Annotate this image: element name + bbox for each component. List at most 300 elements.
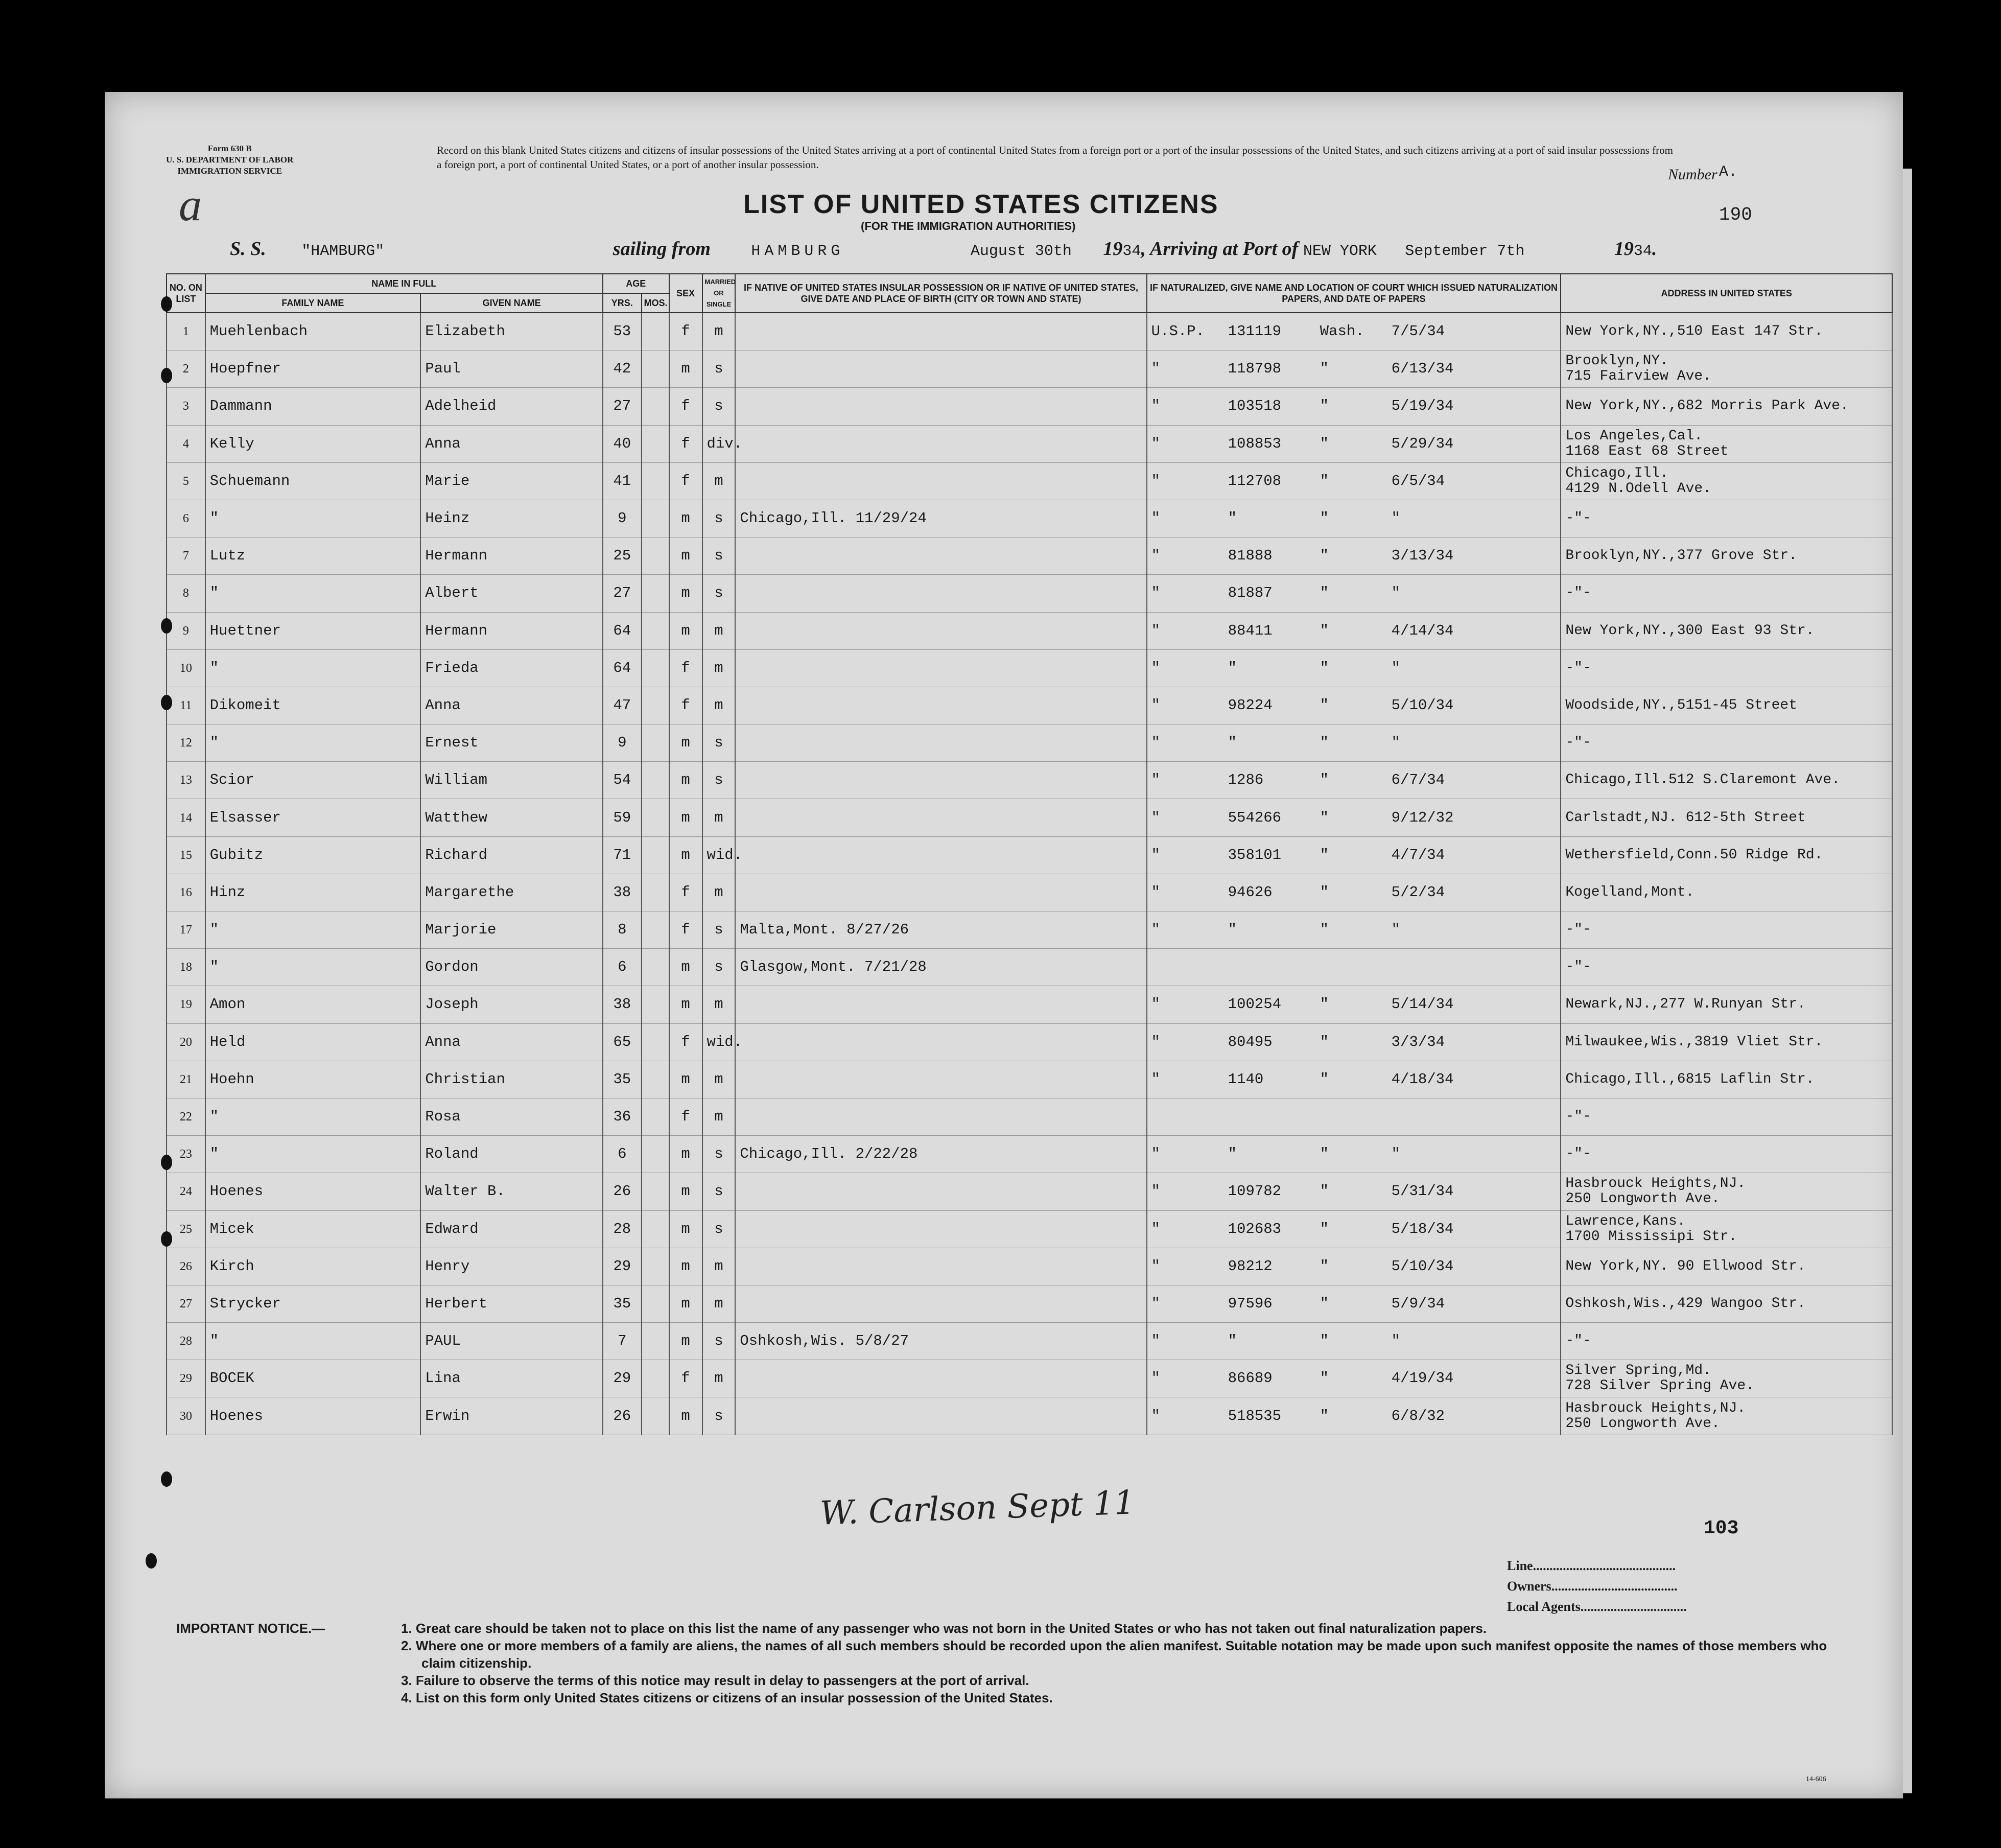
naturalization-number: 86689 [1228, 1370, 1273, 1387]
naturalization-cell [1147, 911, 1561, 949]
table-row [167, 1248, 1892, 1285]
age-months [642, 500, 669, 537]
us-address: Carlstadt,NJ. 612-5th Street [1561, 799, 1892, 836]
naturalization-court: " [1151, 734, 1161, 752]
family-name: Schuemann [205, 462, 421, 500]
birth-place-date [735, 874, 1146, 911]
naturalization-loc: " [1320, 771, 1329, 789]
family-name: Dammann [205, 388, 421, 425]
naturalization-number: 518535 [1228, 1407, 1282, 1424]
family-name: Hoehn [205, 1061, 421, 1098]
birth-place-date [735, 1248, 1146, 1285]
us-address: Newark,NJ.,277 W.Runyan Str. [1561, 986, 1892, 1023]
year-prefix: 19 [1614, 238, 1634, 260]
row-number: 24 [167, 1173, 205, 1210]
age-years: 9 [603, 500, 642, 537]
age-years: 64 [603, 649, 642, 687]
naturalization-loc: " [1320, 1370, 1329, 1387]
age-months [642, 1210, 669, 1248]
naturalization-cell [1147, 575, 1561, 612]
naturalization-court: " [1151, 1070, 1161, 1088]
naturalization-loc: " [1320, 584, 1329, 602]
form-identifier [166, 143, 293, 177]
naturalization-court: " [1151, 1033, 1161, 1050]
family-name: Held [205, 1023, 421, 1061]
marital-status: m [702, 687, 736, 724]
birth-place-date [735, 575, 1146, 612]
marital-status: m [702, 1098, 736, 1135]
sex: m [669, 1397, 702, 1435]
birth-place-date [735, 649, 1146, 687]
naturalization-cell [1147, 986, 1561, 1023]
naturalization-loc: " [1320, 1070, 1329, 1088]
header-naturalized: IF NATURALIZED, GIVE NAME AND LOCATION OF COURT WHICH ISSUED NATURALIZATION PAPERS, AND DATE OF PAPERS [1147, 274, 1561, 313]
naturalization-date: 4/14/34 [1391, 622, 1454, 639]
sex: f [669, 687, 702, 724]
naturalization-court: " [1151, 846, 1161, 863]
table-row [167, 388, 1892, 425]
sex: m [669, 1210, 702, 1248]
us-address: Wethersfield,Conn.50 Ridge Rd. [1561, 836, 1892, 874]
birth-place-date: Chicago,Ill. 11/29/24 [735, 500, 1146, 537]
marital-status: m [702, 313, 736, 350]
naturalization-loc: " [1320, 510, 1329, 527]
naturalization-date: 4/18/34 [1391, 1070, 1454, 1088]
birth-place-date [735, 537, 1146, 575]
family-name: Dikomeit [205, 687, 421, 724]
family-name: Lutz [205, 537, 421, 575]
age-months [642, 462, 669, 500]
naturalization-cell [1147, 1098, 1561, 1135]
form-id-line: U. S. DEPARTMENT OF LABOR [166, 155, 294, 165]
naturalization-date: 5/19/34 [1391, 397, 1454, 415]
sex: m [669, 762, 702, 799]
naturalization-cell [1147, 762, 1561, 799]
naturalization-court: " [1151, 883, 1161, 901]
row-number: 4 [167, 425, 205, 462]
naturalization-loc: " [1320, 883, 1329, 901]
row-number: 22 [167, 1098, 205, 1135]
binder-hole [161, 1155, 172, 1170]
table-row [167, 687, 1892, 724]
page-subtitle: (FOR THE IMMIGRATION AUTHORITIES) [861, 220, 1076, 232]
row-number: 3 [167, 388, 205, 425]
binder-hole [161, 1231, 172, 1247]
sex: f [669, 911, 702, 949]
birth-place-date [735, 1061, 1146, 1098]
naturalization-number: " [1228, 1145, 1237, 1163]
binder-hole [161, 695, 172, 710]
naturalization-date: 3/3/34 [1391, 1033, 1445, 1050]
family-name: Hoenes [205, 1397, 421, 1435]
naturalization-cell [1147, 687, 1561, 724]
marital-status: s [702, 388, 736, 425]
given-name: Marie [420, 462, 603, 500]
naturalization-court: " [1151, 659, 1161, 676]
print-code: 14-606 [1806, 1775, 1826, 1783]
naturalization-date: 5/29/34 [1391, 435, 1454, 452]
marital-status: s [702, 500, 736, 537]
handwritten-mark: a [179, 180, 202, 230]
family-name: Hinz [205, 874, 421, 911]
naturalization-number: 103518 [1228, 397, 1282, 415]
naturalization-date: 5/9/34 [1391, 1295, 1445, 1312]
naturalization-cell [1147, 1023, 1561, 1061]
naturalization-cell [1147, 874, 1561, 911]
birth-place-date [735, 1173, 1146, 1210]
notice-title: IMPORTANT NOTICE.— [176, 1621, 325, 1636]
naturalization-court: " [1151, 1332, 1161, 1350]
sex: m [669, 986, 702, 1023]
age-years: 26 [603, 1397, 642, 1435]
given-name: Adelheid [420, 388, 603, 425]
marital-status: s [702, 762, 736, 799]
family-name: Scior [205, 762, 421, 799]
family-name: Kirch [205, 1248, 421, 1285]
naturalization-cell [1147, 799, 1561, 836]
number-label: Number [1668, 166, 1717, 183]
family-name: Gubitz [205, 836, 421, 874]
table-row [167, 911, 1892, 949]
agents-label: Local Agents [1507, 1599, 1581, 1614]
sex: m [669, 836, 702, 874]
marital-status: s [702, 724, 736, 762]
age-years: 71 [603, 836, 642, 874]
naturalization-date: " [1391, 1332, 1401, 1350]
naturalization-court: " [1151, 360, 1161, 378]
us-address: -"- [1561, 1136, 1892, 1173]
naturalization-court: " [1151, 622, 1161, 639]
table-row [167, 612, 1892, 649]
sex: m [669, 949, 702, 986]
sex: m [669, 1136, 702, 1173]
notice-item: 2. Where one or more members of a family are aliens, the names of all such members should be recorded upon the alien manifest. Suitable notation may be made upon such manifest opposite the names of those members who claim citizenship. [401, 1638, 1827, 1671]
binder-hole [146, 1553, 157, 1569]
age-months [642, 425, 669, 462]
naturalization-court: " [1151, 1295, 1161, 1312]
page-title: LIST OF UNITED STATES CITIZENS [743, 190, 1219, 219]
header-address: ADDRESS IN UNITED STATES [1561, 274, 1892, 313]
age-years: 29 [603, 1248, 642, 1285]
birth-place-date [735, 724, 1146, 762]
naturalization-cell [1147, 462, 1561, 500]
age-months [642, 687, 669, 724]
us-address: -"- [1561, 724, 1892, 762]
naturalization-loc: " [1320, 547, 1329, 565]
row-number: 5 [167, 462, 205, 500]
header-given-name: GIVEN NAME [420, 293, 603, 313]
naturalization-cell [1147, 1285, 1561, 1322]
naturalization-date: " [1391, 510, 1401, 527]
sex: m [669, 724, 702, 762]
naturalization-date: 5/18/34 [1391, 1220, 1454, 1237]
naturalization-cell [1147, 1061, 1561, 1098]
naturalization-loc: " [1320, 809, 1329, 826]
sex: f [669, 313, 702, 350]
naturalization-number: 80495 [1228, 1033, 1273, 1050]
birth-place-date [735, 1397, 1146, 1435]
given-name: Marjorie [420, 911, 603, 949]
naturalization-number: " [1228, 921, 1237, 939]
given-name: Frieda [420, 649, 603, 687]
given-name: Watthew [420, 799, 603, 836]
naturalization-court: " [1151, 510, 1161, 527]
naturalization-number: 112708 [1228, 472, 1282, 489]
marital-status: s [702, 1397, 736, 1435]
naturalization-court: " [1151, 547, 1161, 565]
naturalization-number: 81887 [1228, 584, 1273, 602]
naturalization-cell [1147, 537, 1561, 575]
header-married: MARRIED OR SINGLE [702, 274, 736, 313]
marital-status: m [702, 1285, 736, 1322]
age-years: 64 [603, 612, 642, 649]
birth-place-date [735, 612, 1146, 649]
age-years: 35 [603, 1061, 642, 1098]
naturalization-number: 100254 [1228, 996, 1282, 1013]
naturalization-loc: " [1320, 397, 1329, 415]
age-years: 36 [603, 1098, 642, 1135]
sex: m [669, 537, 702, 575]
naturalization-loc: " [1320, 1220, 1329, 1237]
naturalization-court: " [1151, 809, 1161, 826]
age-months [642, 1023, 669, 1061]
birth-place-date: Chicago,Ill. 2/22/28 [735, 1136, 1146, 1173]
birth-place-date [735, 1210, 1146, 1248]
row-number: 8 [167, 575, 205, 612]
date-from: August 30th [970, 243, 1072, 260]
age-years: 27 [603, 575, 642, 612]
naturalization-cell [1147, 313, 1561, 350]
age-years: 28 [603, 1210, 642, 1248]
us-address: -"- [1561, 949, 1892, 986]
row-number: 10 [167, 649, 205, 687]
given-name: Margarethe [420, 874, 603, 911]
important-notice [176, 1620, 1862, 1706]
inspector-signature: W. Carlson Sept 11 [819, 1484, 1136, 1533]
row-number: 30 [167, 1397, 205, 1435]
agents-field: Local Agents................................ [1507, 1599, 1687, 1614]
naturalization-date: 6/7/34 [1391, 771, 1445, 789]
naturalization-number: 109782 [1228, 1183, 1282, 1200]
table-row [167, 1136, 1892, 1173]
naturalization-date: " [1391, 734, 1401, 752]
binder-hole [161, 368, 172, 383]
given-name: Ernest [420, 724, 603, 762]
year-to: 34 [1633, 243, 1652, 260]
sheet-number: 190 [1719, 204, 1752, 225]
age-months [642, 1285, 669, 1322]
naturalization-loc: Wash. [1320, 323, 1364, 340]
naturalization-number: " [1228, 510, 1237, 527]
naturalization-cell [1147, 350, 1561, 388]
age-months [642, 350, 669, 388]
naturalization-loc: " [1320, 472, 1329, 489]
birth-place-date [735, 425, 1146, 462]
sex: f [669, 388, 702, 425]
row-number: 15 [167, 836, 205, 874]
naturalization-loc: " [1320, 360, 1329, 378]
year-from: 34 [1122, 243, 1141, 260]
sex: m [669, 1323, 702, 1360]
age-months [642, 649, 669, 687]
age-years: 6 [603, 949, 642, 986]
table-row [167, 949, 1892, 986]
naturalization-cell [1147, 724, 1561, 762]
naturalization-date: " [1391, 659, 1401, 676]
naturalization-cell [1147, 612, 1561, 649]
birth-place-date [735, 1098, 1146, 1135]
table-row [167, 1323, 1892, 1360]
family-name: Amon [205, 986, 421, 1023]
age-years: 25 [603, 537, 642, 575]
naturalization-cell [1147, 1136, 1561, 1173]
us-address: -"- [1561, 500, 1892, 537]
birth-place-date [735, 350, 1146, 388]
arriving-label: Arriving at Port of [1150, 238, 1299, 260]
form-id-line: Form 630 B [207, 144, 252, 153]
table-row [167, 1397, 1892, 1435]
year-prefix: 19 [1103, 238, 1123, 260]
birth-place-date [735, 388, 1146, 425]
given-name: Herbert [420, 1285, 603, 1322]
given-name: Hermann [420, 612, 603, 649]
naturalization-loc: " [1320, 1145, 1329, 1163]
marital-status: m [702, 1061, 736, 1098]
given-name: William [420, 762, 603, 799]
given-name: Elizabeth [420, 313, 603, 350]
given-name: Anna [420, 1023, 603, 1061]
marital-status: s [702, 1136, 736, 1173]
table-row [167, 1023, 1892, 1061]
naturalization-date: 6/8/32 [1391, 1407, 1445, 1424]
marital-status: m [702, 612, 736, 649]
naturalization-loc: " [1320, 846, 1329, 863]
header-family-name: FAMILY NAME [205, 293, 421, 313]
us-address: Hasbrouck Heights,NJ. 250 Longworth Ave. [1561, 1173, 1892, 1210]
us-address: Brooklyn,NY. 715 Fairview Ave. [1561, 350, 1892, 388]
voyage-line: S. S. "HAMBURG" sailing from HAMBURG August 30th 1934, Arriving at Port of NEW YORK September 7th 1934. [230, 238, 1657, 260]
age-years: 65 [603, 1023, 642, 1061]
age-months [642, 1397, 669, 1435]
family-name: BOCEK [205, 1360, 421, 1397]
us-address: Silver Spring,Md. 728 Silver Spring Ave. [1561, 1360, 1892, 1397]
table-row [167, 649, 1892, 687]
birth-place-date [735, 799, 1146, 836]
ss-label: S. S. [230, 238, 266, 260]
table-row [167, 350, 1892, 388]
naturalization-cell [1147, 500, 1561, 537]
table-row [167, 425, 1892, 462]
row-number: 7 [167, 537, 205, 575]
row-number: 1 [167, 313, 205, 350]
us-address: New York,NY.,510 East 147 Str. [1561, 313, 1892, 350]
sex: f [669, 1023, 702, 1061]
birth-place-date [735, 1360, 1146, 1397]
age-months [642, 949, 669, 986]
form-id-line: IMMIGRATION SERVICE [177, 166, 282, 176]
sex: m [669, 799, 702, 836]
page-stamp: 103 [1704, 1517, 1739, 1539]
us-address: Kogelland,Mont. [1561, 874, 1892, 911]
birth-place-date [735, 313, 1146, 350]
naturalization-court: " [1151, 472, 1161, 489]
us-address: -"- [1561, 575, 1892, 612]
us-address: -"- [1561, 649, 1892, 687]
age-months [642, 1323, 669, 1360]
naturalization-number: 97596 [1228, 1295, 1273, 1312]
age-years: 40 [603, 425, 642, 462]
table-row [167, 799, 1892, 836]
given-name: Roland [420, 1136, 603, 1173]
us-address: Chicago,Ill.,6815 Laflin Str. [1561, 1061, 1892, 1098]
naturalization-court: " [1151, 1407, 1161, 1424]
naturalization-court: " [1151, 921, 1161, 939]
line-field: Line........................................... [1507, 1558, 1676, 1573]
age-years: 47 [603, 687, 642, 724]
naturalization-date: " [1391, 1145, 1401, 1163]
naturalization-date: 5/31/34 [1391, 1183, 1454, 1200]
naturalization-number: 98224 [1228, 696, 1273, 714]
row-number: 19 [167, 986, 205, 1023]
naturalization-loc: " [1320, 1033, 1329, 1050]
naturalization-cell [1147, 425, 1561, 462]
naturalization-court: " [1151, 1220, 1161, 1237]
naturalization-court: " [1151, 1370, 1161, 1387]
naturalization-court: U.S.P. [1151, 323, 1205, 340]
marital-status: s [702, 350, 736, 388]
naturalization-loc: " [1320, 734, 1329, 752]
naturalization-date: 6/13/34 [1391, 360, 1454, 378]
sex: m [669, 575, 702, 612]
family-name: Strycker [205, 1285, 421, 1322]
notice-item: 3. Failure to observe the terms of this notice may result in delay to passengers at the port of arrival. [401, 1673, 1029, 1688]
sex: m [669, 1173, 702, 1210]
us-address: New York,NY.,682 Morris Park Ave. [1561, 388, 1892, 425]
age-months [642, 1061, 669, 1098]
given-name: Heinz [420, 500, 603, 537]
family-name: " [205, 724, 421, 762]
us-address: Chicago,Ill. 4129 N.Odell Ave. [1561, 462, 1892, 500]
row-number: 21 [167, 1061, 205, 1098]
age-months [642, 724, 669, 762]
given-name: Albert [420, 575, 603, 612]
us-address: Hasbrouck Heights,NJ. 250 Longworth Ave. [1561, 1397, 1892, 1435]
naturalization-date: 7/5/34 [1391, 323, 1445, 340]
given-name: Rosa [420, 1098, 603, 1135]
given-name: Christian [420, 1061, 603, 1098]
sex: m [669, 1248, 702, 1285]
naturalization-cell [1147, 1210, 1561, 1248]
row-number: 12 [167, 724, 205, 762]
age-months [642, 388, 669, 425]
binder-hole [161, 296, 172, 312]
marital-status: s [702, 1173, 736, 1210]
manifest-sheet [105, 92, 1903, 1798]
naturalization-cell [1147, 649, 1561, 687]
birth-place-date [735, 1285, 1146, 1322]
age-years: 29 [603, 1360, 642, 1397]
family-name: Micek [205, 1210, 421, 1248]
naturalization-loc: " [1320, 622, 1329, 639]
us-address: New York,NY. 90 Ellwood Str. [1561, 1248, 1892, 1285]
naturalization-number: 94626 [1228, 883, 1273, 901]
naturalization-court: " [1151, 1145, 1161, 1163]
family-name: " [205, 575, 421, 612]
marital-status: div. [702, 425, 736, 462]
naturalization-date: 4/19/34 [1391, 1370, 1454, 1387]
sex: f [669, 1098, 702, 1135]
us-address: Chicago,Ill.512 S.Claremont Ave. [1561, 762, 1892, 799]
